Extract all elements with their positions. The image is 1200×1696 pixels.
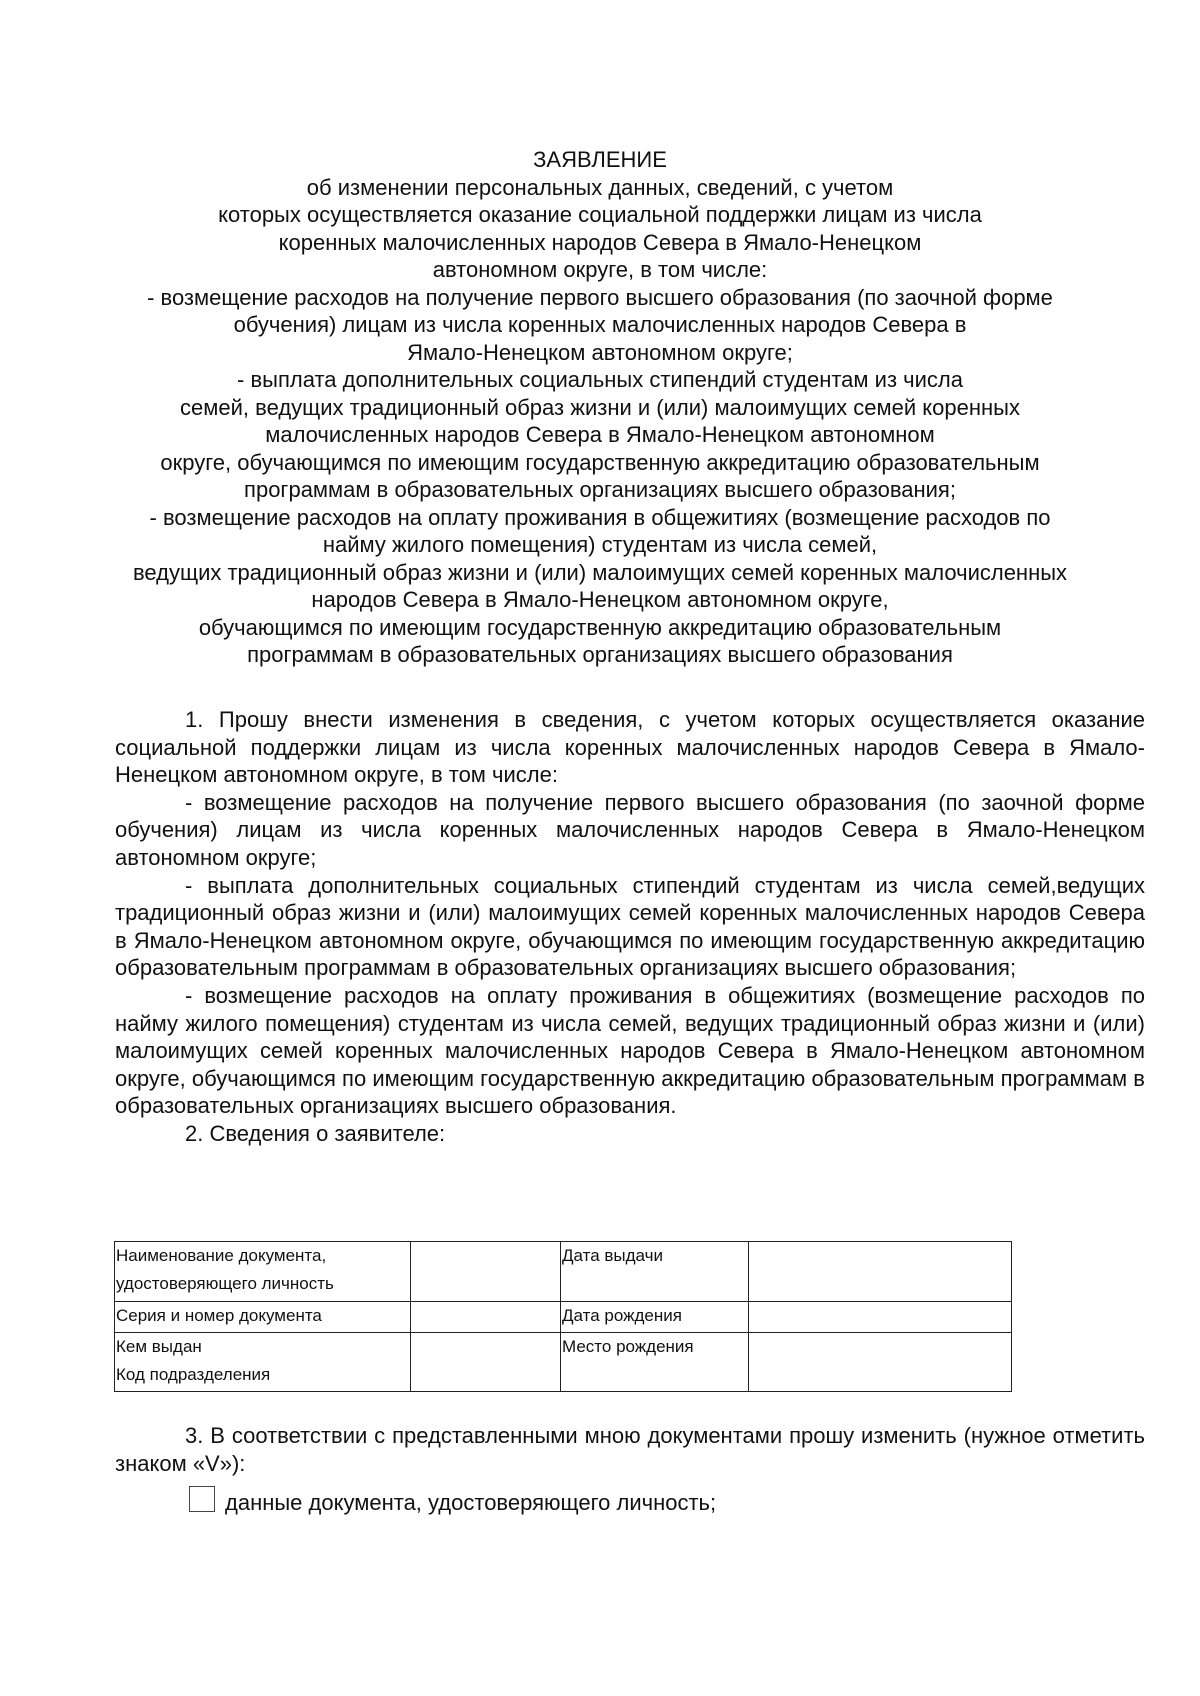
subtitle-line: найму жилого помещения) студентам из числа семей, [322,532,878,557]
issued-by-label: Кем выдан Код подразделения [115,1333,411,1392]
applicant-info-table [114,1241,1012,1392]
checkbox-row [189,1486,716,1517]
paragraph-2: 2. Сведения о заявителе: [185,1120,446,1146]
doc-name-label: Наименование документа, удостоверяющего личность [115,1242,411,1302]
table-row [115,1242,1012,1302]
subtitle-line: малочисленных народов Севера в Ямало-Ненецком автономном [265,422,935,447]
document-header [100,146,1100,669]
table-row [115,1302,1012,1333]
subtitle-line: - возмещение расходов на оплату проживания в общежитиях (возмещение расходов по [149,504,1051,530]
list-item: - выплата дополнительных социальных стипендий студентам из числа семей,ведущих традиционный образ жизни и (или) малоимущих семей коренных малочисленных народов Севера в Ямало-Ненецком автономном округе, обучающимся по имеющим государственную аккредитацию образовательным программам в образовательных организациях высшего образования; [115,872,1145,981]
subtitle-line: которых осуществляется оказание социальной поддержки лицам из числа [218,202,982,227]
birth-place-field[interactable] [749,1333,1012,1392]
subtitle-line: Ямало-Ненецком автономном округе; [407,339,793,365]
document-body-2 [115,1422,1145,1478]
series-number-field[interactable] [411,1302,561,1333]
series-number-label: Серия и номер документа [115,1302,411,1333]
subtitle-line: автономном округе, в том числе: [432,257,768,282]
subtitle-line: обучения) лицам из числа коренных малочисленных народов Севера в [233,312,967,337]
paragraph-3: 3. В соответствии с представленными мною документами прошу изменить (нужное отметить знаком «V»): [115,1423,1145,1476]
subtitle-line: округе, обучающимся по имеющим государственную аккредитацию образовательным [160,449,1040,475]
list-item: - возмещение расходов на оплату проживания в общежитиях (возмещение расходов по найму жилого помещения) студентам из числа семей, ведущих традиционный образ жизни и (или) малоимущих семей коренных малочисленных народов Севера в Ямало-Ненецком автономном округе, обучающимся по имеющим государственную аккредитацию образовательным программам в образовательных организациях высшего образования. [115,982,1145,1119]
list-item: - возмещение расходов на получение первого высшего образования (по заочной форме обучения) лицам из числа коренных малочисленных народов Севера в Ямало-Ненецком автономном округе; [115,789,1145,870]
subtitle-line: - выплата дополнительных социальных стипендий студентам из числа [237,367,963,392]
paragraph-1: 1. Прошу внести изменения в сведения, с учетом которых осуществляется оказание социальной поддержки лицам из числа коренных малочисленных народов Севера в Ямало-Ненецком автономном округе, в том числе: [115,707,1145,788]
issue-date-field[interactable] [749,1242,1012,1302]
birth-place-label: Место рождения [561,1333,749,1392]
birth-date-label: Дата рождения [561,1302,749,1333]
subtitle-line: народов Севера в Ямало-Ненецком автономном округе, [311,587,889,612]
document-body [115,706,1145,1148]
subtitle-line: программам в образовательных организациях высшего образования [247,642,953,667]
issued-by-field[interactable] [411,1333,561,1392]
subtitle-line: - возмещение расходов на получение первого высшего образования (по заочной форме [147,284,1053,310]
checkbox-identity-document[interactable] [189,1486,215,1512]
subtitle-line: об изменении персональных данных, сведений, с учетом [306,174,894,200]
subtitle-line: обучающимся по имеющим государственную аккредитацию образовательным [198,614,1002,640]
subtitle-line: семей, ведущих традиционный образ жизни и (или) малоимущих семей коренных [180,394,1020,420]
table-row [115,1333,1012,1392]
subtitle-line: ведущих традиционный образ жизни и (или) малоимущих семей коренных малочисленных [132,559,1068,585]
subtitle-line: коренных малочисленных народов Севера в Ямало-Ненецком [278,229,922,255]
document-title: ЗАЯВЛЕНИЕ [533,147,667,172]
checkbox-label: данные документа, удостоверяющего личность; [225,1490,717,1515]
subtitle-line: программам в образовательных организациях высшего образования; [244,477,956,502]
birth-date-field[interactable] [749,1302,1012,1333]
doc-name-field[interactable] [411,1242,561,1302]
issue-date-label: Дата выдачи [561,1242,749,1302]
